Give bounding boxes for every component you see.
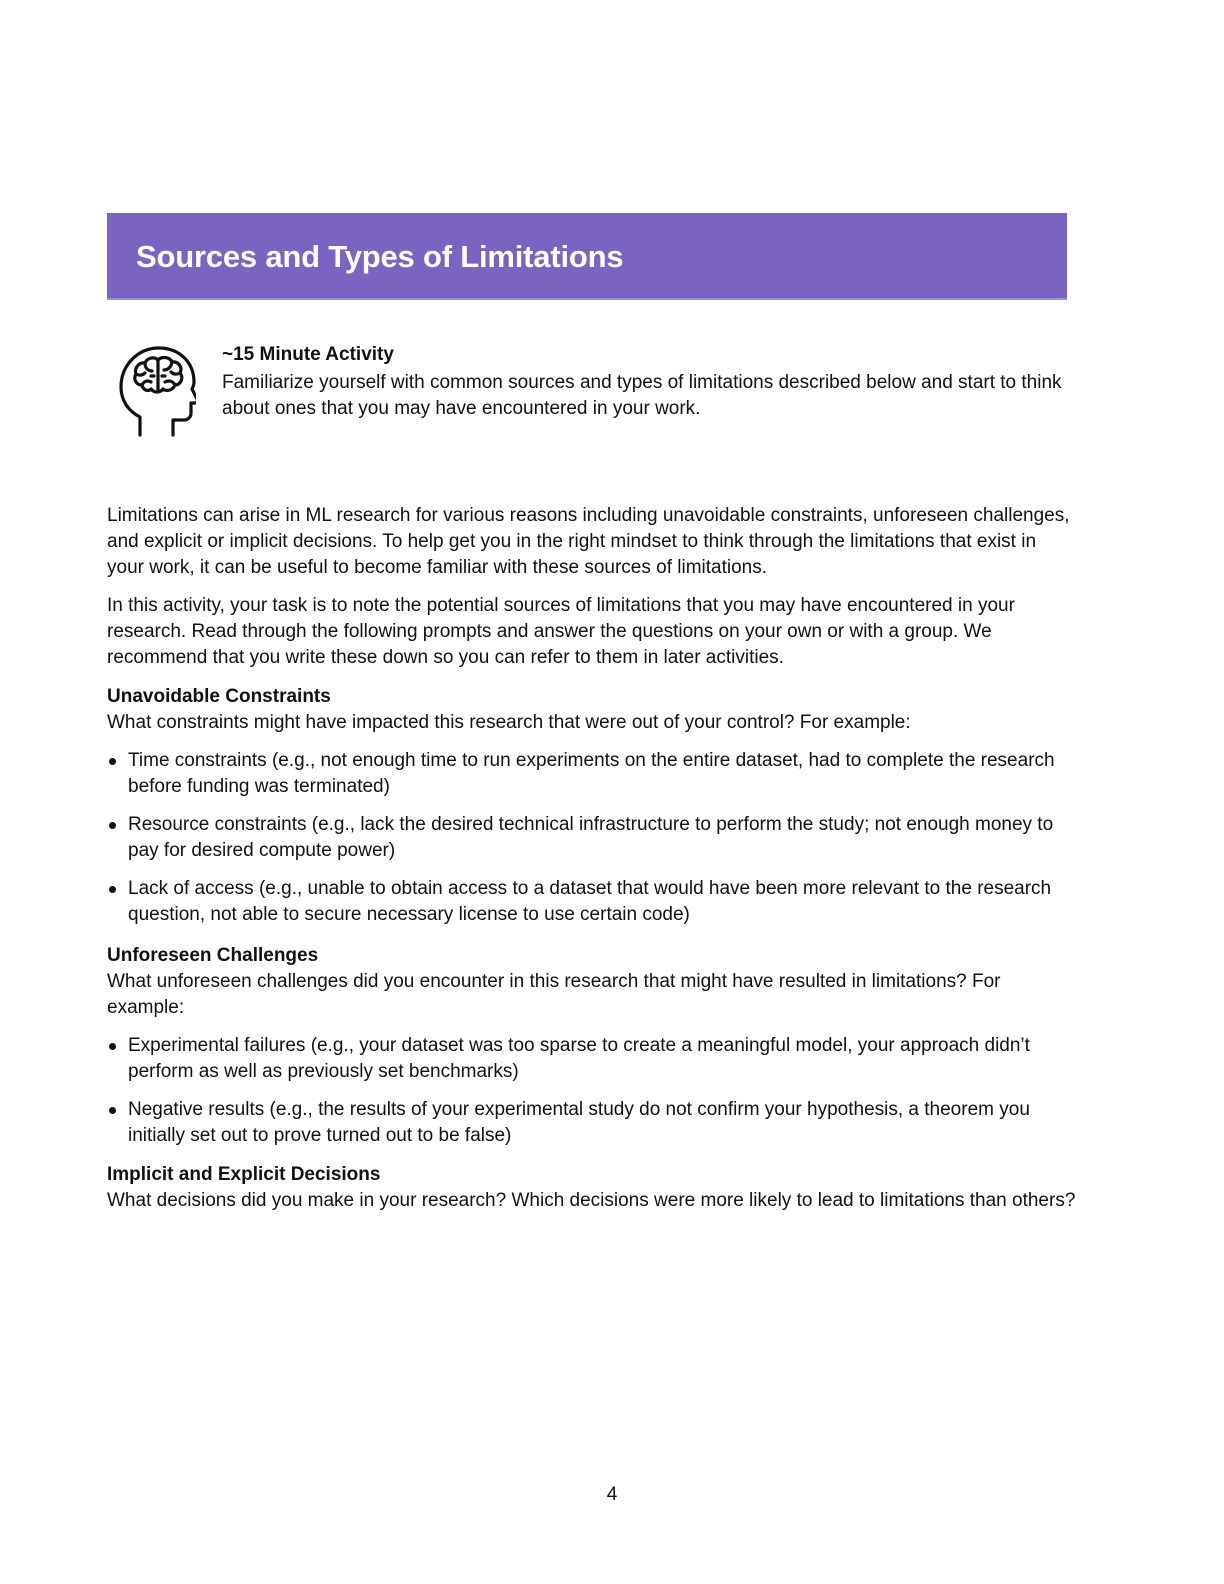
section-banner — [107, 213, 1067, 300]
intro-text-2: In this activity, your task is to note the potential sources of limitations that you may have encountered in your research. Read through the following prompts and answer the questions on your own or with a group. We recommend that you write these down so you can refer to them in later activities. — [107, 595, 1015, 668]
activity-description: Familiarize yourself with common sources and types of limitations described below and start to think about ones that you may have encountered in your work. — [222, 372, 1062, 419]
section-heading: Unavoidable Constraints — [107, 686, 331, 707]
brain-head-icon — [118, 345, 196, 437]
list-item: Time constraints (e.g., not enough time to run experiments on the entire dataset, had to complete the research before funding was terminated) — [107, 748, 1077, 800]
section-unforeseen-challenges — [107, 943, 1077, 1149]
intro-paragraph-1 — [107, 503, 1077, 581]
activity-title: ~15 Minute Activity — [222, 344, 394, 365]
section-title: Sources and Types of Limitations — [136, 239, 624, 274]
section-unavoidable-constraints — [107, 684, 1077, 928]
intro-paragraph-2 — [107, 593, 1077, 671]
page-number: 4 — [606, 1484, 618, 1505]
list-item: Negative results (e.g., the results of your experimental study do not confirm your hypothesis, a theorem you initially set out to prove turned out to be false) — [107, 1097, 1077, 1149]
list-item: Experimental failures (e.g., your dataset was too sparse to create a meaningful model, your approach didn’t perform as well as previously set benchmarks) — [107, 1033, 1077, 1085]
intro-text-1: Limitations can arise in ML research for various reasons including unavoidable constraints, unforeseen challenges, and explicit or implicit decisions. To help get you in the right mindset to think through the limitations that exist in your work, it can be useful to become familiar with these sources of limitations. — [107, 505, 1070, 578]
section-text: What unforeseen challenges did you encounter in this research that might have resulted in limitations? For example: — [107, 971, 1001, 1018]
list-item: Lack of access (e.g., unable to obtain access to a dataset that would have been more relevant to the research question, not able to secure necessary license to use certain code) — [107, 876, 1077, 928]
section-heading: Implicit and Explicit Decisions — [107, 1164, 381, 1185]
section-heading: Unforeseen Challenges — [107, 945, 319, 966]
bullet-list — [107, 1033, 1077, 1149]
section-implicit-explicit-decisions — [107, 1162, 1077, 1214]
section-text: What constraints might have impacted this research that were out of your control? For example: — [107, 712, 911, 733]
list-item: Resource constraints (e.g., lack the desired technical infrastructure to perform the study; not enough money to pay for desired compute power) — [107, 812, 1077, 864]
bullet-list — [107, 748, 1077, 928]
section-text: What decisions did you make in your research? Which decisions were more likely to lead to limitations than others? — [107, 1190, 1076, 1211]
